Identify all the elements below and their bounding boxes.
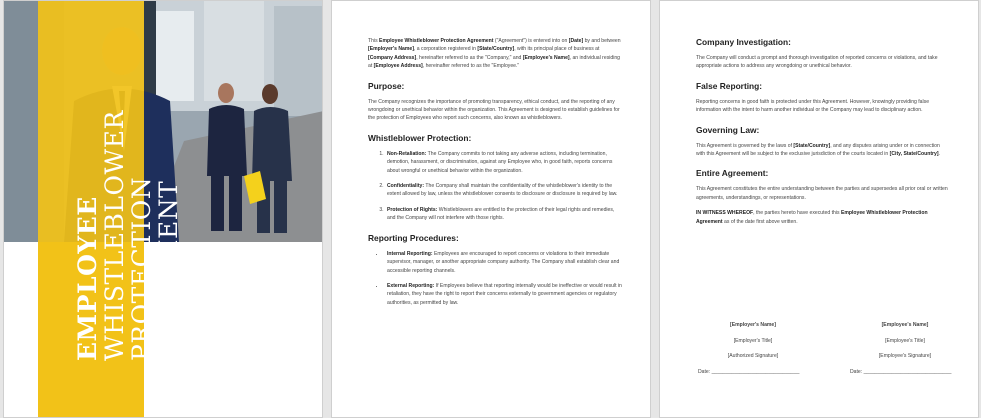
employee-signature-block xyxy=(850,321,960,383)
agreement-page-1 xyxy=(331,0,651,418)
cover-title-rest: WHISTLEBLOWER xyxy=(100,110,129,361)
city-state-placeholder: [City, State/Country] xyxy=(889,151,939,158)
list-item xyxy=(385,250,622,275)
list-item xyxy=(385,282,622,307)
list-item-text: If Employees believe that reporting internally would be ineffective or would result in retaliation, they have the right to report their concerns externally to government agencies or regulatory authorities, as permitted by law. xyxy=(387,282,622,306)
entire-agreement-heading: Entire Agreement: xyxy=(696,168,769,179)
intro-text: , hereinafter referred to as the "Company," and xyxy=(416,54,523,61)
employee-name-placeholder: [Employee's Name] xyxy=(522,54,570,61)
list-item xyxy=(385,182,622,199)
witness-text: as of the date first above written. xyxy=(722,218,798,225)
investigation-text: The Company will conduct a prompt and thorough investigation of reported concerns or violations, and take appropriate actions to address any wrongdoing or unethical behavior. xyxy=(696,55,938,70)
intro-text: , with its principal place of business at xyxy=(514,46,600,53)
employee-signature-placeholder: [Employee's Signature] xyxy=(878,353,932,359)
protection-heading: Whistleblower Protection: xyxy=(368,132,472,143)
employee-title-placeholder: [Employee's Title] xyxy=(885,337,925,344)
cover-title-line2: PROTECTION AGREEMENT xyxy=(127,176,183,361)
list-item xyxy=(385,206,622,223)
intro-text: , hereinafter referred to as the "Employee." xyxy=(422,63,520,70)
list-item-text: The Company shall maintain the confidentiality of the whistleblower's identity to the extent allowed by law, unless the whistleblower consents to disclosure or disclosure is required by law. xyxy=(387,183,618,198)
false-reporting-heading: False Reporting: xyxy=(696,80,763,91)
intro-paragraph xyxy=(368,37,622,71)
intro-agreement-name: Employee Whistleblower Protection Agreement xyxy=(379,38,494,44)
date-line: Date: _______________________________ xyxy=(698,368,800,375)
agreement-page-2 xyxy=(659,0,979,418)
law-text: . xyxy=(938,151,940,158)
law-text: This Agreement is governed by the laws of xyxy=(696,142,794,149)
cover-title-bold: EMPLOYEE xyxy=(73,196,102,361)
witness-bold: IN WITNESS WHEREOF xyxy=(696,210,754,217)
list-item-text: Whistleblowers are entitled to the protection of their legal rights and remedies, and the Company will not interfere with those rights. xyxy=(387,206,615,222)
list-item-text: The Company commits to not taking any adverse actions, including termination, demotion, harassment, or discrimination, against any Employee who, in good faith, reports concerns about wrongful or unethical behavior within the organization. xyxy=(387,150,613,174)
list-item-label: Internal Reporting: xyxy=(387,250,433,257)
witness-paragraph xyxy=(696,209,950,226)
employee-address-placeholder: [Employee Address] xyxy=(373,63,423,70)
governing-law-text xyxy=(696,142,950,159)
cover-page xyxy=(3,0,323,418)
employer-name-placeholder: [Employer's Name] xyxy=(368,46,414,53)
witness-text: , the parties hereto have executed this xyxy=(753,210,841,217)
employee-name-placeholder: [Employee's Name] xyxy=(881,322,929,328)
intro-text: by and between xyxy=(583,38,621,44)
intro-text: ("Agreement") is entered into on xyxy=(493,38,569,44)
intro-text: , a corporation registered in xyxy=(413,46,478,53)
protection-list xyxy=(385,150,622,223)
list-item-label: Non-Retaliation: xyxy=(387,150,427,157)
intro-text: This xyxy=(368,38,380,44)
list-item-label: Confidentiality: xyxy=(387,183,425,190)
state-country-placeholder: [State/Country] xyxy=(477,46,515,53)
date-placeholder: [Date] xyxy=(568,38,584,44)
date-line: Date: _______________________________ xyxy=(850,368,952,375)
false-reporting-text: Reporting concerns in good faith is protected under this Agreement. However, knowingly providing false information with the intent to harm another individual or the Company may lead to disciplinary action. xyxy=(696,98,930,114)
governing-law-heading: Governing Law: xyxy=(696,124,760,135)
reporting-heading: Reporting Procedures: xyxy=(368,232,459,243)
employer-name-placeholder: [Employer's Name] xyxy=(730,322,776,328)
state-country-placeholder: [State/Country] xyxy=(793,142,831,149)
witness-agreement-name: Employee Whistleblower Protection Agreement xyxy=(696,210,928,225)
list-item-label: Protection of Rights: xyxy=(387,206,438,213)
list-item-label: External Reporting: xyxy=(387,282,435,289)
list-item xyxy=(385,150,622,175)
intro-text: , an individual residing at xyxy=(368,54,621,70)
entire-agreement-text: This Agreement constitutes the entire understanding between the parties and supersedes all prior oral or written agreements, understandings, or representations. xyxy=(696,186,948,201)
employer-title-placeholder: [Employer's Title] xyxy=(733,337,773,344)
purpose-text: The Company recognizes the importance of promoting transparency, ethical conduct, and the reporting of any wrongdoing or unethical behavior within the organization. This Agreement is designed to establish guidelines for the protection of Employees who report such concerns, also known as whistleblowers. xyxy=(368,98,620,122)
company-address-placeholder: [Company Address] xyxy=(368,54,417,61)
purpose-heading: Purpose: xyxy=(368,80,405,91)
investigation-heading: Company Investigation: xyxy=(696,37,791,47)
law-text: , and any disputes arising under or in connection with this Agreement will be subject to the exclusive jurisdiction of the courts located in xyxy=(696,142,940,158)
list-item-text: Employees are encouraged to report concerns or violations to their immediate supervisor, manager, or another appropriate company authority. The Company shall establish clear and accessible reporting channels. xyxy=(387,250,620,274)
employer-signature-block xyxy=(698,321,808,383)
authorized-signature-placeholder: [Authorized Signature] xyxy=(727,353,779,359)
cover-title xyxy=(73,31,183,361)
reporting-list xyxy=(385,250,622,307)
